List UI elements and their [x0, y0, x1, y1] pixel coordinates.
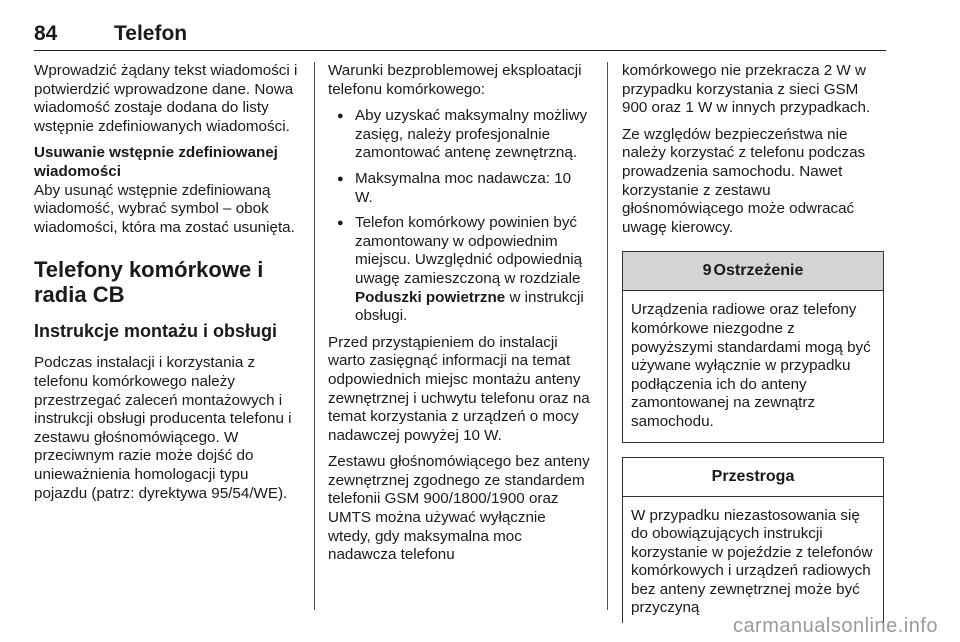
- section-heading: Telefony komórkowe i radia CB: [34, 257, 264, 308]
- warning-icon: 9: [702, 262, 712, 280]
- warning-title: Ostrzeżenie: [713, 262, 804, 280]
- list-item: ● Aby uzyskać maksymalny możliwy zasięg, należy profesjonalnie zamontować antenę zewnętrzną.: [328, 107, 592, 163]
- warning-header: [623, 252, 883, 291]
- list-item-text: w instrukcji obsługi.: [355, 288, 584, 325]
- paragraph-safety: Ze względów bezpieczeństwa nie należy korzystać z telefonu podczas prowadzenia samochodu. Nawet korzystanie z zestawu głośnomówiącego może odwracać uwagę kierowcy.: [622, 125, 866, 236]
- paragraph-power-limits: komórkowego nie przekracza 2 W w przypadku korzystania z sieci GSM 900 oraz 1 W w innych przypadkach.: [622, 62, 871, 117]
- watermark: carmanualsonline.info: [732, 615, 938, 637]
- column-divider-1: [314, 62, 315, 610]
- column-right: [622, 62, 884, 623]
- page-header: [34, 20, 886, 51]
- paragraph-conditions: Warunki bezproblemowej eksploatacji telefonu komórkowego:: [328, 62, 582, 98]
- paragraph-installation: Podczas instalacji i korzystania z telefonu komórkowego należy przestrzegać zaleceń montażowych i instrukcji obsługi producenta telefonu i zestawu głośnomówiącego. W przeciwnym razie może dojść do unieważnienia homologacji typu pojazdu (patrz: dyrektywa 95/54/WE).: [34, 354, 292, 502]
- conditions-list: [328, 107, 592, 326]
- caution-header: Przestroga: [623, 458, 883, 497]
- subsection-heading: Instrukcje montażu i obsługi: [34, 321, 278, 342]
- caution-box: [622, 457, 884, 623]
- page-title: Telefon: [114, 22, 188, 45]
- paragraph-before-install: Przed przystąpieniem do instalacji warto zasięgnąć informacji na temat odpowiednich miejsc montażu anteny zewnętrznej i uchwytu telefonu oraz na temat korzystania z urządzeń o mocy nadawczej powyżej 10 W.: [328, 333, 590, 444]
- caution-text: W przypadku niezastosowania się do obowiązujących instrukcji korzystanie w pojeździe z telefonów komórkowych i urządzeń radiowych bez anteny zewnętrznej może być przyczyną: [631, 506, 873, 617]
- column-middle: [328, 62, 592, 573]
- list-item: [328, 214, 592, 326]
- list-item: ● Maksymalna moc nadawcza: 10 W.: [328, 170, 592, 207]
- paragraph-handsfree: Zestawu głośnomówiącego bez anteny zewnętrznej zgodnego ze standardem telefonii GSM 900/1800/1900 oraz UMTS można używać wyłącznie wtedy, gdy maksymalna moc nadawcza telefonu: [328, 453, 590, 564]
- paragraph-add-message: Wprowadzić żądany tekst wiadomości i potwierdzić wprowadzone dane. Nowa wiadomość zostaje dodana do listy wstępnie zdefiniowanych wiadomości.: [34, 62, 298, 135]
- list-item-text: Telefon komórkowy powinien być zamontowany w odpowiednim miejscu. Uwzględnić odpowiednią uwagę zamieszczoną w rozdziale: [355, 214, 583, 287]
- paragraph-delete-message: Aby usunąć wstępnie zdefiniowaną wiadomość, wybrać symbol – obok wiadomości, która ma zostać usunięta.: [34, 181, 295, 236]
- page-number: 84: [34, 22, 58, 45]
- cross-reference-airbags: Poduszki powietrzne: [355, 288, 506, 306]
- warning-box: [622, 251, 884, 442]
- column-divider-2: [607, 62, 608, 610]
- column-left: [34, 62, 300, 511]
- subheading-delete-message: Usuwanie wstępnie zdefiniowanej wiadomości: [34, 144, 278, 180]
- warning-text: Urządzenia radiowe oraz telefony komórkowe niezgodne z powyższymi standardami mogą być używane wyłącznie w przypadku podłączenia ich do anteny zamontowanej na zewnątrz samochodu.: [631, 301, 871, 430]
